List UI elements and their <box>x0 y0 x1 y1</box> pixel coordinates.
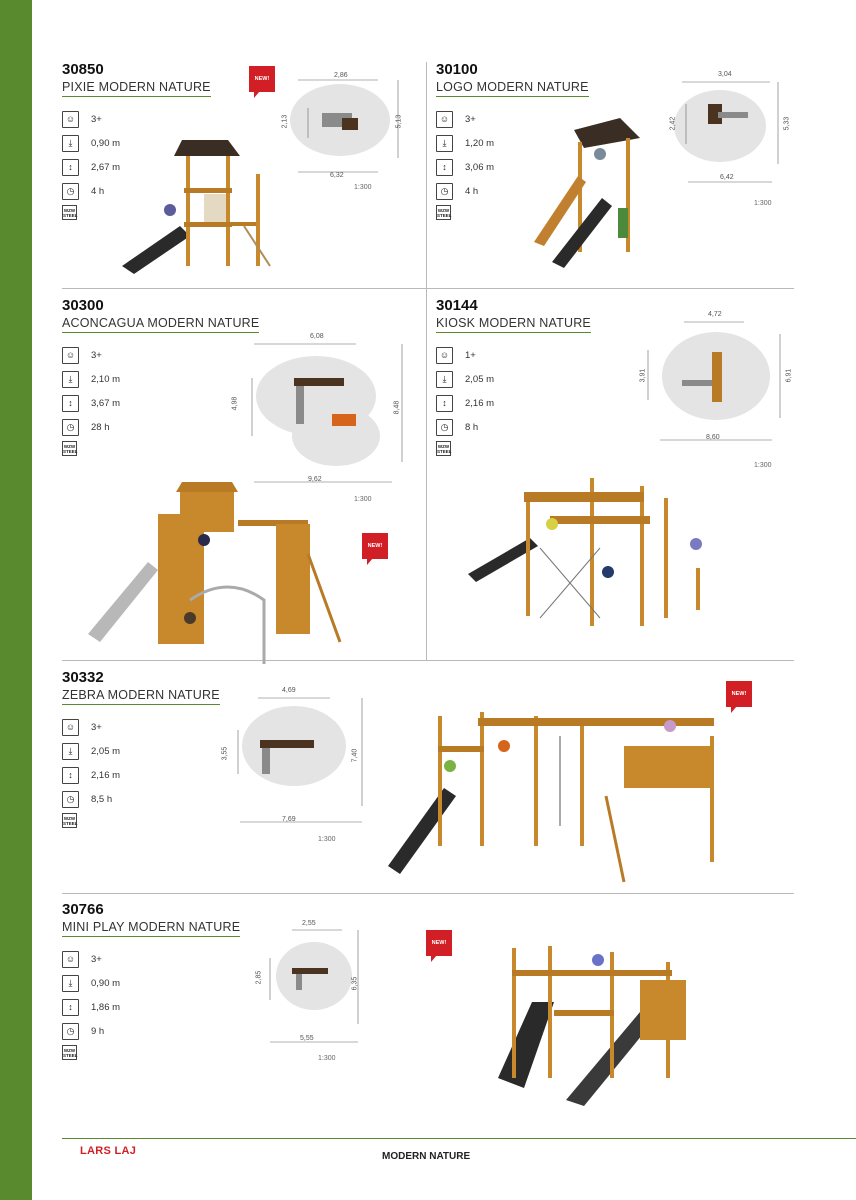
product-name: ZEBRA MODERN NATURE <box>62 688 220 705</box>
scale-label: 1:300 <box>318 1055 336 1062</box>
fall-height-icon: ⤓ <box>62 135 79 152</box>
steel-icon: WZW STEEL <box>62 205 77 220</box>
children-icon: ☺ <box>62 347 79 364</box>
product-illustration <box>460 468 720 648</box>
spec-list <box>62 715 220 828</box>
spec-age: ☺ 3+ <box>62 947 240 971</box>
dimension-top: 6,08 <box>310 333 324 340</box>
footer-section-title: MODERN NATURE <box>382 1151 471 1162</box>
spec-free-height: ↕ 2,16 m <box>62 763 220 787</box>
dimension-right: 5,13 <box>395 114 403 129</box>
product-30766 <box>62 902 240 1060</box>
dimension-left: 3,55 <box>221 746 229 761</box>
children-icon: ☺ <box>436 347 453 364</box>
new-badge: NEW! <box>426 930 452 956</box>
spec-install-time: ◷ 9 h <box>62 1019 240 1043</box>
dimension-right: 8,48 <box>393 400 401 415</box>
steel-icon: WZW STEEL <box>62 1045 77 1060</box>
spec-age: ☺ 3+ <box>62 343 259 367</box>
spec-fall-height: ⤓ 0,90 m <box>62 971 240 995</box>
dimension-top: 2,55 <box>302 920 316 927</box>
stopwatch-icon: ◷ <box>436 183 453 200</box>
spec-fall-height: ⤓ 1,20 m <box>436 131 589 155</box>
product-name: KIOSK MODERN NATURE <box>436 316 591 333</box>
section-divider <box>62 893 794 894</box>
stopwatch-icon: ◷ <box>62 1023 79 1040</box>
dimension-top: 4,69 <box>282 687 296 694</box>
dimension-left: 2,42 <box>669 116 677 131</box>
children-icon: ☺ <box>436 111 453 128</box>
product-illustration <box>490 940 710 1110</box>
dimension-bottom: 6,42 <box>720 174 734 181</box>
spec-install-time: ◷ 4 h <box>62 179 211 203</box>
children-icon: ☺ <box>62 111 79 128</box>
scale-label: 1:300 <box>318 836 336 843</box>
dimension-right: 7,40 <box>351 748 359 763</box>
product-illustration <box>78 474 348 666</box>
new-badge: NEW! <box>726 681 752 707</box>
steel-icon: WZW STEEL <box>436 441 451 456</box>
height-icon: ↕ <box>436 395 453 412</box>
height-icon: ↕ <box>62 395 79 412</box>
new-badge: NEW! <box>362 533 388 559</box>
spec-fall-height: ⤓ 2,10 m <box>62 367 259 391</box>
dimension-bottom: 5,55 <box>300 1035 314 1042</box>
new-badge: NEW! <box>249 66 275 92</box>
dimension-bottom: 8,60 <box>706 434 720 441</box>
stopwatch-icon: ◷ <box>62 791 79 808</box>
dimension-top: 2,86 <box>334 72 348 79</box>
dimension-bottom: 6,32 <box>330 172 344 179</box>
floor-plan <box>640 314 800 450</box>
product-illustration <box>530 112 650 272</box>
column-divider <box>426 62 427 660</box>
spec-free-height: ↕ 2,16 m <box>436 391 591 415</box>
footer-rule <box>62 1138 856 1139</box>
product-code: 30144 <box>436 297 478 314</box>
height-icon: ↕ <box>62 159 79 176</box>
spec-install-time: ◷ 8,5 h <box>62 787 220 811</box>
spec-fall-height: ⤓ 2,05 m <box>62 739 220 763</box>
dimension-left: 3,91 <box>639 368 647 383</box>
steel-icon: WZW STEEL <box>436 205 451 220</box>
dimension-left: 2,85 <box>255 970 263 985</box>
spec-age: ☺ 3+ <box>436 107 589 131</box>
product-code: 30332 <box>62 669 104 686</box>
scale-label: 1:300 <box>754 462 772 469</box>
spec-install-time: ◷ 8 h <box>436 415 591 439</box>
spec-age: ☺ 1+ <box>436 343 591 367</box>
stopwatch-icon: ◷ <box>62 419 79 436</box>
dimension-right: 5,33 <box>783 116 791 131</box>
product-illustration <box>384 706 724 886</box>
product-name: PIXIE MODERN NATURE <box>62 80 211 97</box>
fall-height-icon: ⤓ <box>436 135 453 152</box>
height-icon: ↕ <box>62 999 79 1016</box>
page-number: 66 <box>38 1150 51 1162</box>
fall-height-icon: ⤓ <box>62 743 79 760</box>
dimension-left: 2,13 <box>281 114 289 129</box>
spec-free-height: ↕ 1,86 m <box>62 995 240 1019</box>
dimension-right: 6,91 <box>785 368 793 383</box>
product-code: 30850 <box>62 61 104 78</box>
steel-icon: WZW STEEL <box>62 813 77 828</box>
dimension-bottom: 9,62 <box>308 476 322 483</box>
spec-age: ☺ 3+ <box>62 715 220 739</box>
fall-height-icon: ⤓ <box>62 371 79 388</box>
stopwatch-icon: ◷ <box>436 419 453 436</box>
product-name: ACONCAGUA MODERN NATURE <box>62 316 259 333</box>
spec-free-height: ↕ 2,67 m <box>62 155 211 179</box>
product-30144 <box>436 298 591 456</box>
product-illustration <box>118 126 293 276</box>
dimension-top: 4,72 <box>708 311 722 318</box>
product-30332 <box>62 670 220 828</box>
spec-install-time: ◷ 4 h <box>436 179 589 203</box>
spec-age: ☺ 3+ <box>62 107 211 131</box>
fall-height-icon: ⤓ <box>436 371 453 388</box>
spec-list <box>62 343 259 456</box>
floor-plan <box>236 336 416 492</box>
floor-plan <box>660 74 810 194</box>
spec-list <box>62 947 240 1060</box>
steel-icon: WZW STEEL <box>62 441 77 456</box>
product-code: 30300 <box>62 297 104 314</box>
section-divider <box>62 288 794 289</box>
children-icon: ☺ <box>62 719 79 736</box>
brand-logo: LARS LAJ <box>80 1145 137 1157</box>
children-icon: ☺ <box>62 951 79 968</box>
spec-free-height: ↕ 3,67 m <box>62 391 259 415</box>
scale-label: 1:300 <box>754 200 772 207</box>
product-name: LOGO MODERN NATURE <box>436 80 589 97</box>
dimension-bottom: 7,69 <box>282 816 296 823</box>
scale-label: 1:300 <box>354 184 372 191</box>
dimension-right: 6,35 <box>351 976 359 991</box>
spec-fall-height: ⤓ 2,05 m <box>436 367 591 391</box>
dimension-left: 4,98 <box>231 396 239 411</box>
product-code: 30766 <box>62 901 104 918</box>
product-30300 <box>62 298 259 456</box>
fall-height-icon: ⤓ <box>62 975 79 992</box>
side-color-bar <box>0 0 32 1200</box>
dimension-top: 3,04 <box>718 71 732 78</box>
spec-fall-height: ⤓ 0,90 m <box>62 131 211 155</box>
spec-install-time: ◷ 28 h <box>62 415 259 439</box>
scale-label: 1:300 <box>354 496 372 503</box>
product-name: MINI PLAY MODERN NATURE <box>62 920 240 937</box>
stopwatch-icon: ◷ <box>62 183 79 200</box>
product-code: 30100 <box>436 61 478 78</box>
spec-list <box>436 343 591 456</box>
spec-free-height: ↕ 3,06 m <box>436 155 589 179</box>
height-icon: ↕ <box>62 767 79 784</box>
height-icon: ↕ <box>436 159 453 176</box>
